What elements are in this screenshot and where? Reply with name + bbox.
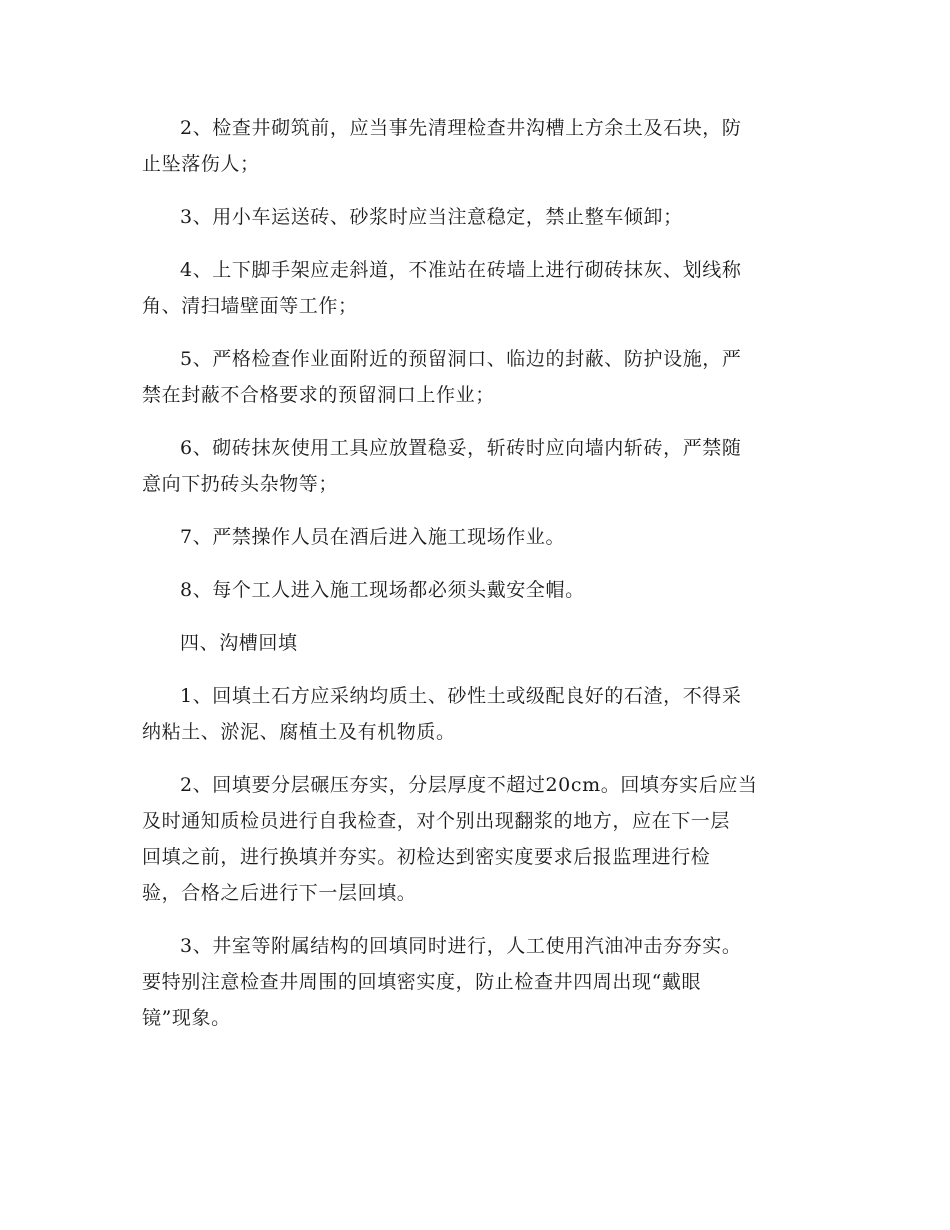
section-paragraph-2 [142,767,812,911]
paragraph-item-4 [142,252,812,324]
paragraph-line: 1、回填土石方应采纳均质土、砂性土或级配良好的石渣，不得采 [180,685,742,707]
paragraph-line: 角、清扫墙壁面等工作； [142,295,358,317]
paragraph-item-5 [142,341,812,413]
section-paragraph-1 [142,678,812,750]
paragraph-line: 及时通知质检员进行自我检查，对个别出现翻浆的地方，应在下一层 [142,810,731,832]
section-heading: 四、沟槽回填 [180,632,298,654]
section-paragraph-3 [142,928,812,1036]
paragraph-line: 意向下扔砖头杂物等； [142,473,339,495]
paragraph-line: 2、回填要分层碾压夯实，分层厚度不超过20cm。回填夯实后应当 [180,774,758,796]
paragraph-item-7 [142,519,812,555]
document-body [142,110,812,1053]
paragraph-item-2 [142,110,812,182]
paragraph-line: 验，合格之后进行下一层回填。 [142,882,417,904]
paragraph-line: 4、上下脚手架应走斜道，不准站在砖墙上进行砌砖抹灰、划线称 [180,259,742,281]
paragraph-line: 要特别注意检查井周围的回填密实度，防止检查井四周出现“戴眼 [142,971,702,993]
paragraph-line: 2、检查井砌筑前，应当事先清理检查井沟槽上方余土及石块，防 [180,117,742,139]
paragraph-line: 3、井室等附属结构的回填同时进行，人工使用汽油冲击夯夯实。 [180,935,742,957]
paragraph-line: 止坠落伤人； [142,153,260,175]
paragraph-line: 镜”现象。 [142,1007,231,1029]
paragraph-item-3 [142,199,812,235]
paragraph-item-8 [142,572,812,608]
paragraph-line: 纳粘土、淤泥、腐植土及有机物质。 [142,721,456,743]
paragraph-line: 6、砌砖抹灰使用工具应放置稳妥，斩砖时应向墙内斩砖，严禁随 [180,437,742,459]
paragraph-item-6 [142,430,812,502]
paragraph-line: 3、用小车运送砖、砂浆时应当注意稳定，禁止整车倾卸； [180,206,683,228]
paragraph-line: 7、严禁操作人员在酒后进入施工现场作业。 [180,526,566,548]
paragraph-line: 8、每个工人进入施工现场都必须头戴安全帽。 [180,579,585,601]
paragraph-line: 禁在封蔽不合格要求的预留洞口上作业； [142,384,495,406]
paragraph-line: 5、严格检查作业面附近的预留洞口、临边的封蔽、防护设施，严 [180,348,742,370]
paragraph-line: 回填之前，进行换填并夯实。初检达到密实度要求后报监理进行检 [142,846,711,868]
